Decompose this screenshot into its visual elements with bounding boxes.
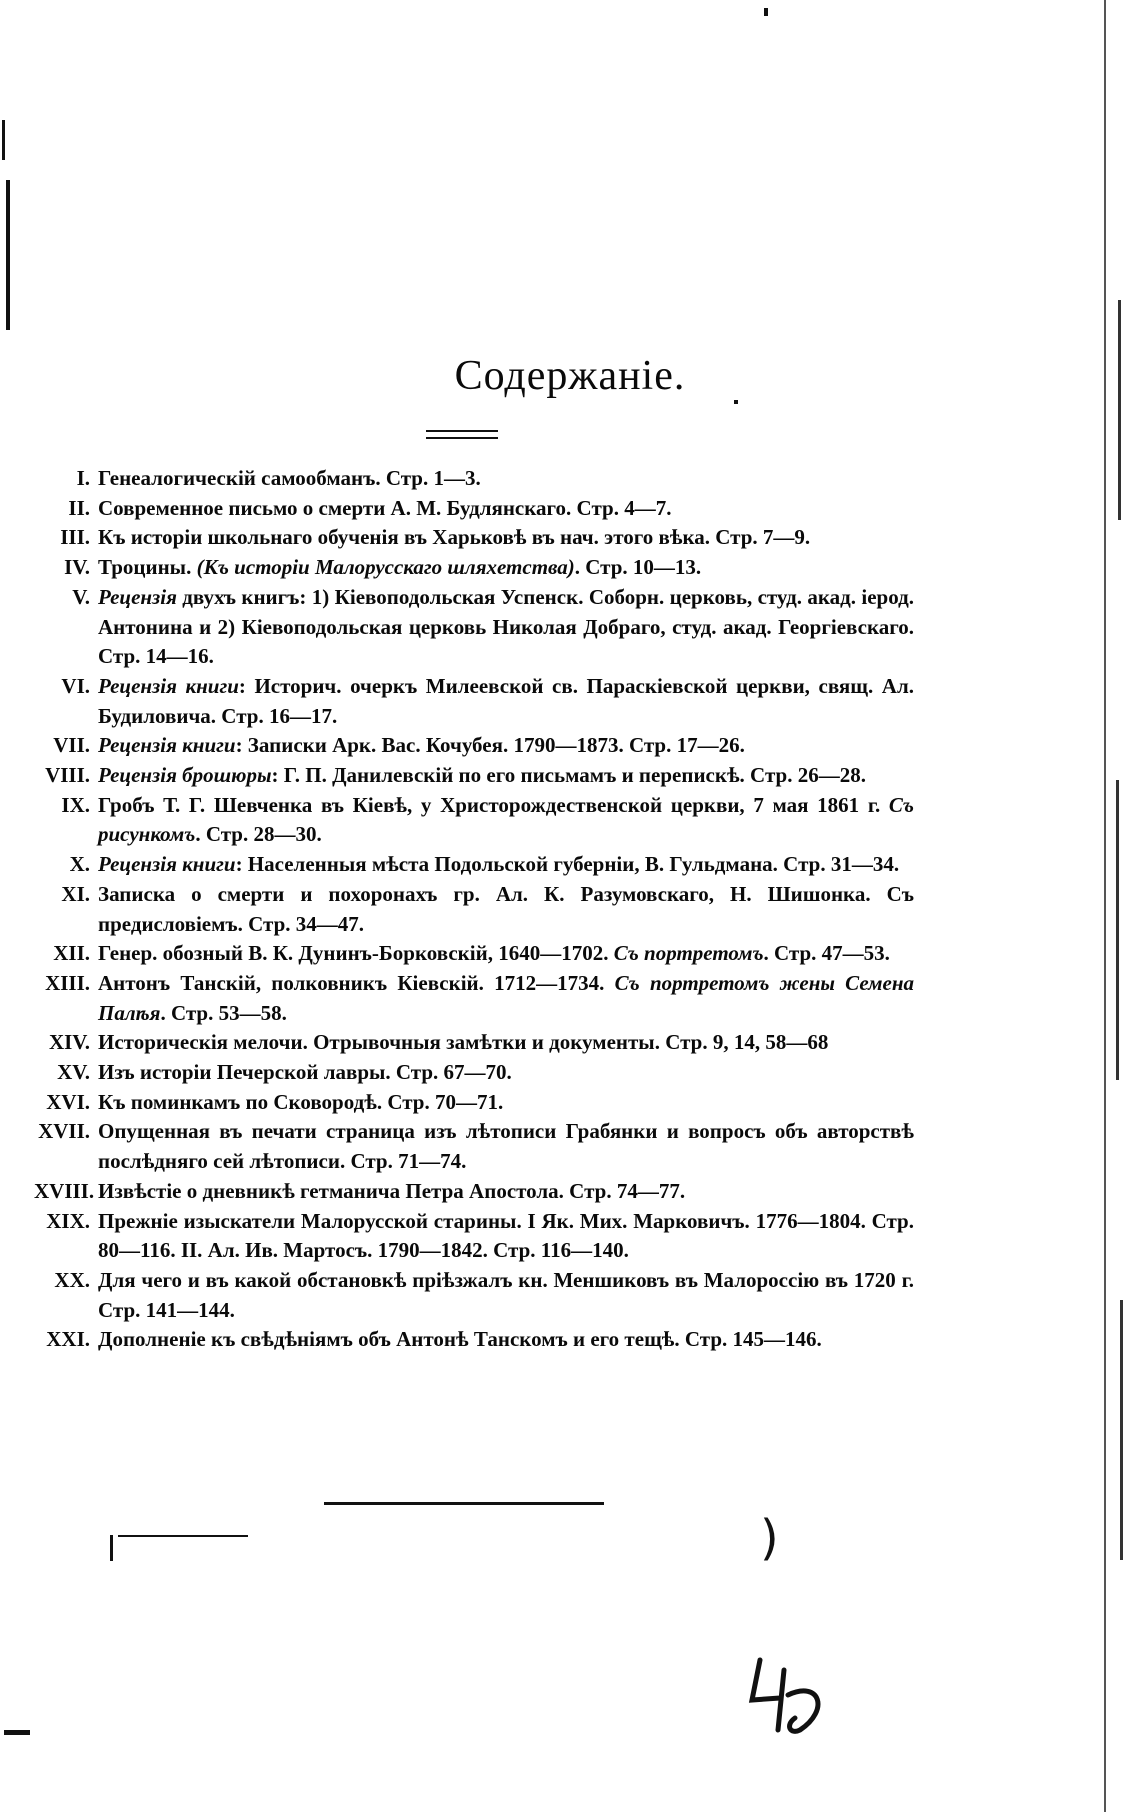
handwritten-scrawl — [740, 1640, 850, 1740]
toc-entry-number: XV. — [57, 1060, 90, 1085]
toc-entry — [34, 761, 914, 791]
scan-artifact-right-dash-2 — [1116, 780, 1119, 1080]
toc-entry-text — [98, 850, 914, 880]
closing-rule — [324, 1502, 604, 1505]
toc-entry-text-part: : Записки Арк. Вас. Кочубея. 1790—1873. Стр. 17—26. — [235, 733, 745, 758]
toc-entry-number: I. — [76, 466, 90, 490]
toc-entry-text — [98, 1207, 914, 1266]
toc-entry-text — [98, 1028, 914, 1058]
toc-entry-number: XII. — [53, 941, 90, 966]
toc-entry-italic-text: Рецензія книги — [98, 852, 236, 877]
toc-entry-italic-text: (Къ исторіи Малорусскаго шляхетства) — [196, 555, 575, 580]
toc-entry-text-part: двухъ книгъ: 1) Кіевоподольская Успенск. Соборн. церковь, студ. акад. іерод. Антонина и 2) Кіевоподольская церковь Николая Добраго, студ. акад. Георгіевскаго. Стр. 14—16. — [98, 584, 914, 669]
toc-entry-number: XI. — [61, 881, 90, 906]
toc-entry — [34, 1028, 914, 1058]
toc-entry-text — [98, 939, 914, 969]
toc-entry-number: XIV. — [48, 1030, 90, 1055]
toc-entry-number: XXI. — [46, 1327, 90, 1352]
handwritten-mark-paren: ) — [760, 1510, 779, 1566]
toc-entry-text-part: . Стр. 53—58. — [160, 1000, 287, 1025]
toc-entry — [34, 939, 914, 969]
toc-entry-number: XX. — [54, 1267, 90, 1292]
toc-entry-text — [98, 731, 914, 761]
toc-entry-text-part: Современное письмо о смерти А. М. Будлянскаго. Стр. 4—7. — [98, 495, 672, 520]
toc-entry-number: XVI. — [46, 1089, 90, 1114]
toc-entry-text-part: Историческія мелочи. Отрывочныя замѣтки и документы. Стр. 9, 14, 58—68 — [98, 1030, 829, 1055]
toc-entry-text — [98, 464, 914, 494]
toc-entry-italic-text: Съ рисункомъ — [98, 792, 914, 847]
toc-entry-text-part: Троцины. — [98, 555, 197, 580]
toc-entry-italic-text: Рецензія брошюры — [98, 763, 272, 788]
toc-entry-number: XVII. — [38, 1119, 90, 1144]
scan-artifact-right-dash-1 — [1118, 300, 1121, 520]
toc-entry — [34, 791, 914, 850]
toc-entry — [34, 731, 914, 761]
toc-entry-number: IX. — [61, 792, 90, 817]
scan-artifact-dot-top — [764, 8, 768, 16]
toc-entry-text-part: Опущенная въ печати страница изъ лѣтописи Грабянки и вопросъ объ авторствѣ послѣдняго сей лѣтописи. Стр. 71—74. — [98, 1119, 914, 1174]
scan-artifact-dot-mid — [734, 400, 738, 404]
scan-artifact-left-tick — [2, 120, 5, 160]
toc-entry-text-part: . Стр. 28—30. — [195, 822, 322, 847]
toc-entry-text-part: Дополненіе къ свѣдѣніямъ объ Антонѣ Танскомъ и его тещѣ. Стр. 145—146. — [98, 1327, 822, 1352]
toc-entry-text — [98, 1325, 914, 1355]
toc-entry — [34, 672, 914, 731]
toc-entry-text — [98, 1266, 914, 1325]
toc-entry-text-part: : Населенныя мѣста Подольской губерніи, В. Гульдмана. Стр. 31—34. — [235, 852, 900, 877]
toc-entry-number: V. — [72, 584, 90, 609]
toc-entry — [34, 1088, 914, 1118]
toc-entry-text — [98, 494, 914, 524]
toc-entry — [34, 880, 914, 939]
toc-entry-text — [98, 791, 914, 850]
toc-entry-number: XIX. — [46, 1208, 90, 1233]
toc-entry — [34, 1325, 914, 1355]
toc-entry-text-part: Прежніе изыскатели Малорусской старины. I Як. Мих. Марковичъ. 1776—1804. Стр. 80—116. II. Ал. Ив. Мартосъ. 1790—1842. Стр. 116—140. — [98, 1208, 914, 1263]
toc-entry-text — [98, 1058, 914, 1088]
scan-artifact-right-edge — [1104, 0, 1106, 1812]
toc-entry — [34, 553, 914, 583]
title-double-rule — [426, 430, 498, 439]
toc-entry-number: IV. — [64, 555, 90, 580]
toc-entry-text-part: Для чего и въ какой обстановкѣ пріѣзжалъ кн. Меншиковъ въ Малороссію въ 1720 г. Стр. 141—144. — [98, 1267, 914, 1322]
toc-entry-text-part: Изъ исторіи Печерской лавры. Стр. 67—70. — [98, 1060, 512, 1085]
toc-entry-text-part: . Стр. 10—13. — [574, 555, 702, 580]
table-of-contents — [34, 464, 914, 1355]
scan-artifact-left-bar — [6, 180, 10, 330]
toc-entry — [34, 1266, 914, 1325]
toc-entry-number: III. — [60, 525, 90, 550]
toc-entry-number: VII. — [53, 733, 90, 758]
toc-entry-number: X. — [69, 852, 90, 877]
toc-entry-italic-text: Рецензія — [98, 584, 177, 609]
toc-entry-text-part: Генер. обозный В. К. Дунинъ-Борковскій, 1640—1702. — [98, 941, 614, 966]
toc-entry — [34, 850, 914, 880]
toc-entry — [34, 1117, 914, 1176]
toc-entry — [34, 464, 914, 494]
scan-artifact-right-dash-3 — [1120, 1300, 1123, 1560]
toc-entry-text-part: Записка о смерти и похоронахъ гр. Ал. К. Разумовскаго, Н. Шишонка. Съ предисловіемъ. Стр. 34—47. — [98, 881, 914, 936]
toc-entry-number: II. — [68, 495, 90, 520]
toc-entry-text — [98, 969, 914, 1028]
toc-entry-text-part: Къ поминкамъ по Сковородѣ. Стр. 70—71. — [98, 1089, 504, 1114]
toc-entry — [34, 523, 914, 553]
toc-entry-text-part: Гробъ Т. Г. Шевченка въ Кіевѣ, у Христорождественской церкви, 7 мая 1861 г. — [98, 792, 889, 817]
toc-entry-text — [98, 672, 914, 731]
toc-entry-text-part: Генеалогическій самообманъ. Стр. 1—3. — [98, 466, 481, 490]
toc-entry-number: VIII. — [45, 763, 90, 788]
toc-entry-number: VI. — [61, 673, 90, 698]
toc-entry-text — [98, 523, 914, 553]
toc-entry-text — [98, 880, 914, 939]
scan-artifact-bottom-left — [4, 1730, 30, 1735]
toc-entry-text-part: Къ исторіи школьнаго обученія въ Харьковѣ въ нач. этого вѣка. Стр. 7—9. — [98, 525, 811, 550]
toc-entry-italic-text: Рецензія книги — [98, 673, 239, 698]
toc-entry-text — [98, 1117, 914, 1176]
toc-entry — [34, 1177, 914, 1207]
scan-artifact-line-bottom — [118, 1535, 248, 1537]
toc-entry — [34, 969, 914, 1028]
toc-entry-text — [98, 761, 914, 791]
toc-entry — [34, 494, 914, 524]
toc-entry-text-part: Извѣстіе о дневникѣ гетманича Петра Апостола. Стр. 74—77. — [98, 1178, 686, 1203]
toc-entry-text — [98, 1088, 914, 1118]
toc-entry-italic-text: Рецензія книги — [98, 733, 236, 758]
toc-entry — [34, 1207, 914, 1266]
scan-artifact-tick-bottom — [110, 1535, 113, 1561]
toc-entry-number: XVIII. — [34, 1178, 95, 1203]
toc-entry-text — [98, 583, 914, 672]
toc-entry-italic-text: Съ портретомъ жены Семена Палѣя — [98, 970, 914, 1025]
toc-entry-italic-text: Съ портретомъ — [613, 941, 764, 966]
toc-entry-text-part: . Стр. 47—53. — [763, 941, 890, 966]
toc-entry — [34, 1058, 914, 1088]
toc-entry-text — [98, 553, 914, 583]
toc-entry-text-part: Антонъ Танскій, полковникъ Кіевскій. 1712—1734. — [98, 970, 615, 995]
toc-entry-number: XIII. — [45, 970, 90, 995]
page-title: Содержаніе. — [454, 353, 686, 399]
toc-entry-text-part: : Г. П. Данилевскій по его письмамъ и перепискѣ. Стр. 26—28. — [271, 763, 866, 788]
toc-entry — [34, 583, 914, 672]
toc-entry-text — [98, 1177, 914, 1207]
toc-entry-text-part: : Историч. очеркъ Милеевской св. Параскіевской церкви, свящ. Ал. Будиловича. Стр. 16—17. — [98, 673, 914, 728]
